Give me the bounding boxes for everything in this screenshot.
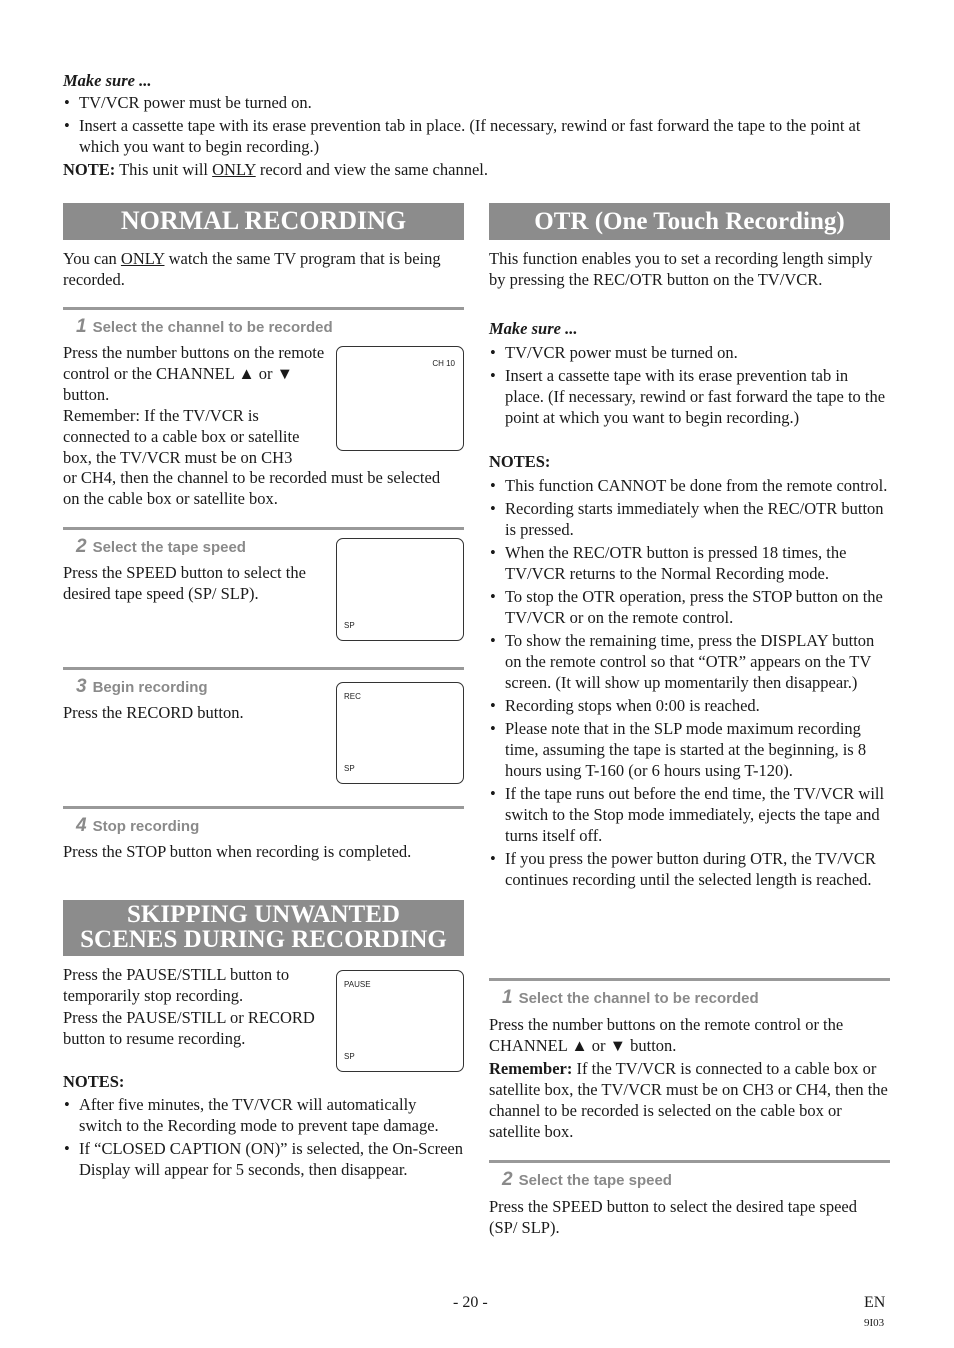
otr-step-1-heading [502, 987, 759, 1009]
list-item: • Insert a cassette tape with its erase prevention tab in place. (If necessary, rewind or fast forward the tape to the point at which you want to begin recording.) [489, 365, 889, 428]
skipping-title [63, 900, 464, 956]
step-3-text: Press the RECORD button. [63, 703, 244, 722]
otr-step-1-text-b [489, 1058, 889, 1142]
divider [63, 806, 464, 809]
step-number: 1 [76, 316, 87, 337]
tv-screen-channel [336, 346, 464, 451]
step-number: 3 [76, 676, 87, 697]
divider [63, 527, 464, 530]
model-code: 9I03 [864, 1317, 885, 1329]
normal-desc [63, 248, 458, 290]
list-item: • Recording starts immediately when the REC/OTR button is pressed. [489, 498, 890, 540]
intro-bullets [63, 92, 893, 159]
step-1-text-c: or CH4, then the channel to be recorded must be selected on the cable box or satellite box. [63, 468, 441, 508]
divider [63, 307, 464, 310]
step-title: Stop recording [92, 818, 200, 835]
title-line-1: SKIPPING UNWANTED [127, 901, 400, 928]
step-2-text: Press the SPEED button to select the desired tape speed (SP/ SLP). [63, 563, 306, 603]
list-item: • Please note that in the SLP mode maximum recording time, assuming the tape is started at the beginning, is 8 hours using T-160 (or 6 hours using T-120). [489, 718, 890, 781]
note-only: ONLY [212, 160, 256, 179]
list-item: • This function CANNOT be done from the remote control. [489, 475, 890, 496]
divider [489, 978, 890, 981]
step-1-text-b: Remember: If the TV/VCR is connected to a cable box or satellite box, the TV/VCR must be on CH3 [63, 406, 300, 467]
step-2-heading [76, 536, 246, 558]
step-number: 4 [76, 815, 87, 836]
page-number: - 20 - [453, 1294, 488, 1311]
desc-post: watch the same TV program that is being recorded. [63, 249, 441, 289]
list-item: • If “CLOSED CAPTION (ON)” is selected, the On-Screen Display will appear for 5 seconds, then disappear. [63, 1138, 463, 1180]
intro-note [63, 159, 488, 180]
osd-channel: CH 10 [432, 359, 455, 368]
divider [63, 667, 464, 670]
step-title: Begin recording [92, 679, 208, 696]
step-title: Select the tape speed [92, 539, 246, 556]
skip-text-a: Press the PAUSE/STILL button to temporarily stop recording. [63, 965, 290, 1005]
list-item: • TV/VCR power must be turned on. [63, 92, 893, 113]
otr-notes-label: NOTES: [489, 452, 551, 471]
list-item: • To stop the OTR operation, press the STOP button on the TV/VCR or on the remote control. [489, 586, 890, 628]
osd-speed: SP [344, 621, 355, 630]
skip-notes [63, 1094, 463, 1182]
otr-desc: This function enables you to set a recording length simply by pressing the REC/OTR button on the TV/VCR. [489, 249, 873, 289]
list-item: • To show the remaining time, press the DISPLAY button on the remote control so that “OTR” appears on the TV screen. (It will show up momentarily then disappear.) [489, 630, 890, 693]
tv-screen-pause [336, 970, 464, 1072]
step-number: 1 [502, 987, 513, 1008]
osd-rec: REC [344, 692, 361, 701]
skip-notes-label: NOTES: [63, 1072, 125, 1091]
divider [489, 1160, 890, 1163]
remember-label: Remember: [489, 1059, 573, 1078]
list-item: • TV/VCR power must be turned on. [489, 342, 889, 363]
intro-make-sure: Make sure ... [63, 71, 152, 90]
step-title: Select the channel to be recorded [518, 990, 759, 1007]
otr-step-2-text: Press the SPEED button to select the desired tape speed (SP/ SLP). [489, 1197, 857, 1237]
step-3-heading [76, 676, 208, 698]
step-1-heading [76, 316, 333, 338]
list-item: • Insert a cassette tape with its erase prevention tab in place. (If necessary, rewind or fast forward the tape to the point at which you want to begin recording.) [63, 115, 893, 157]
step-number: 2 [502, 1169, 513, 1190]
list-item: • After five minutes, the TV/VCR will automatically switch to the Recording mode to prevent tape damage. [63, 1094, 463, 1136]
osd-pause: PAUSE [344, 980, 371, 989]
step-title: Select the channel to be recorded [92, 319, 333, 336]
list-item: • When the REC/OTR button is pressed 18 times, the TV/VCR returns to the Normal Recording mode. [489, 542, 890, 584]
step-title: Select the tape speed [518, 1172, 672, 1189]
otr-title: OTR (One Touch Recording) [489, 203, 890, 240]
osd-speed: SP [344, 1052, 355, 1061]
step-4-text: Press the STOP button when recording is completed. [63, 842, 412, 861]
language-code: EN [864, 1294, 886, 1311]
step-4-heading [76, 815, 199, 837]
osd-speed: SP [344, 764, 355, 773]
otr-step-2-heading [502, 1169, 672, 1191]
otr-step-1-text-a: Press the number buttons on the remote control or the CHANNEL ▲ or ▼ button. [489, 1015, 844, 1055]
desc-only: ONLY [120, 249, 165, 268]
list-item: • If the tape runs out before the end time, the TV/VCR will switch to the Stop mode immediately, ejects the tape and turns itself off. [489, 783, 890, 846]
otr-make-sure-bullets [489, 342, 889, 430]
otr-notes [489, 475, 890, 892]
otr-make-sure: Make sure ... [489, 319, 578, 338]
note-pre: This unit will [119, 160, 209, 179]
tv-screen-record [336, 682, 464, 784]
list-item: • Recording stops when 0:00 is reached. [489, 695, 890, 716]
skip-text-b: Press the PAUSE/STILL or RECORD button to resume recording. [63, 1008, 315, 1048]
step-number: 2 [76, 536, 87, 557]
title-line-2: SCENES DURING RECORDING [80, 926, 447, 953]
step-1-text-a: Press the number buttons on the remote control or the CHANNEL ▲ or ▼ button. [63, 343, 325, 404]
tv-screen-speed [336, 538, 464, 641]
note-label: NOTE: [63, 160, 116, 179]
desc-pre: You can [63, 249, 117, 268]
remember-text: If the TV/VCR is connected to a cable box or satellite box, the TV/VCR must be on CH3 or CH4, then the channel to be recorded is selected on the cable box or satellite box. [489, 1059, 888, 1141]
note-post: record and view the same channel. [259, 160, 488, 179]
normal-recording-title: NORMAL RECORDING [63, 203, 464, 240]
list-item: • If you press the power button during OTR, the TV/VCR continues recording until the selected length is reached. [489, 848, 890, 890]
